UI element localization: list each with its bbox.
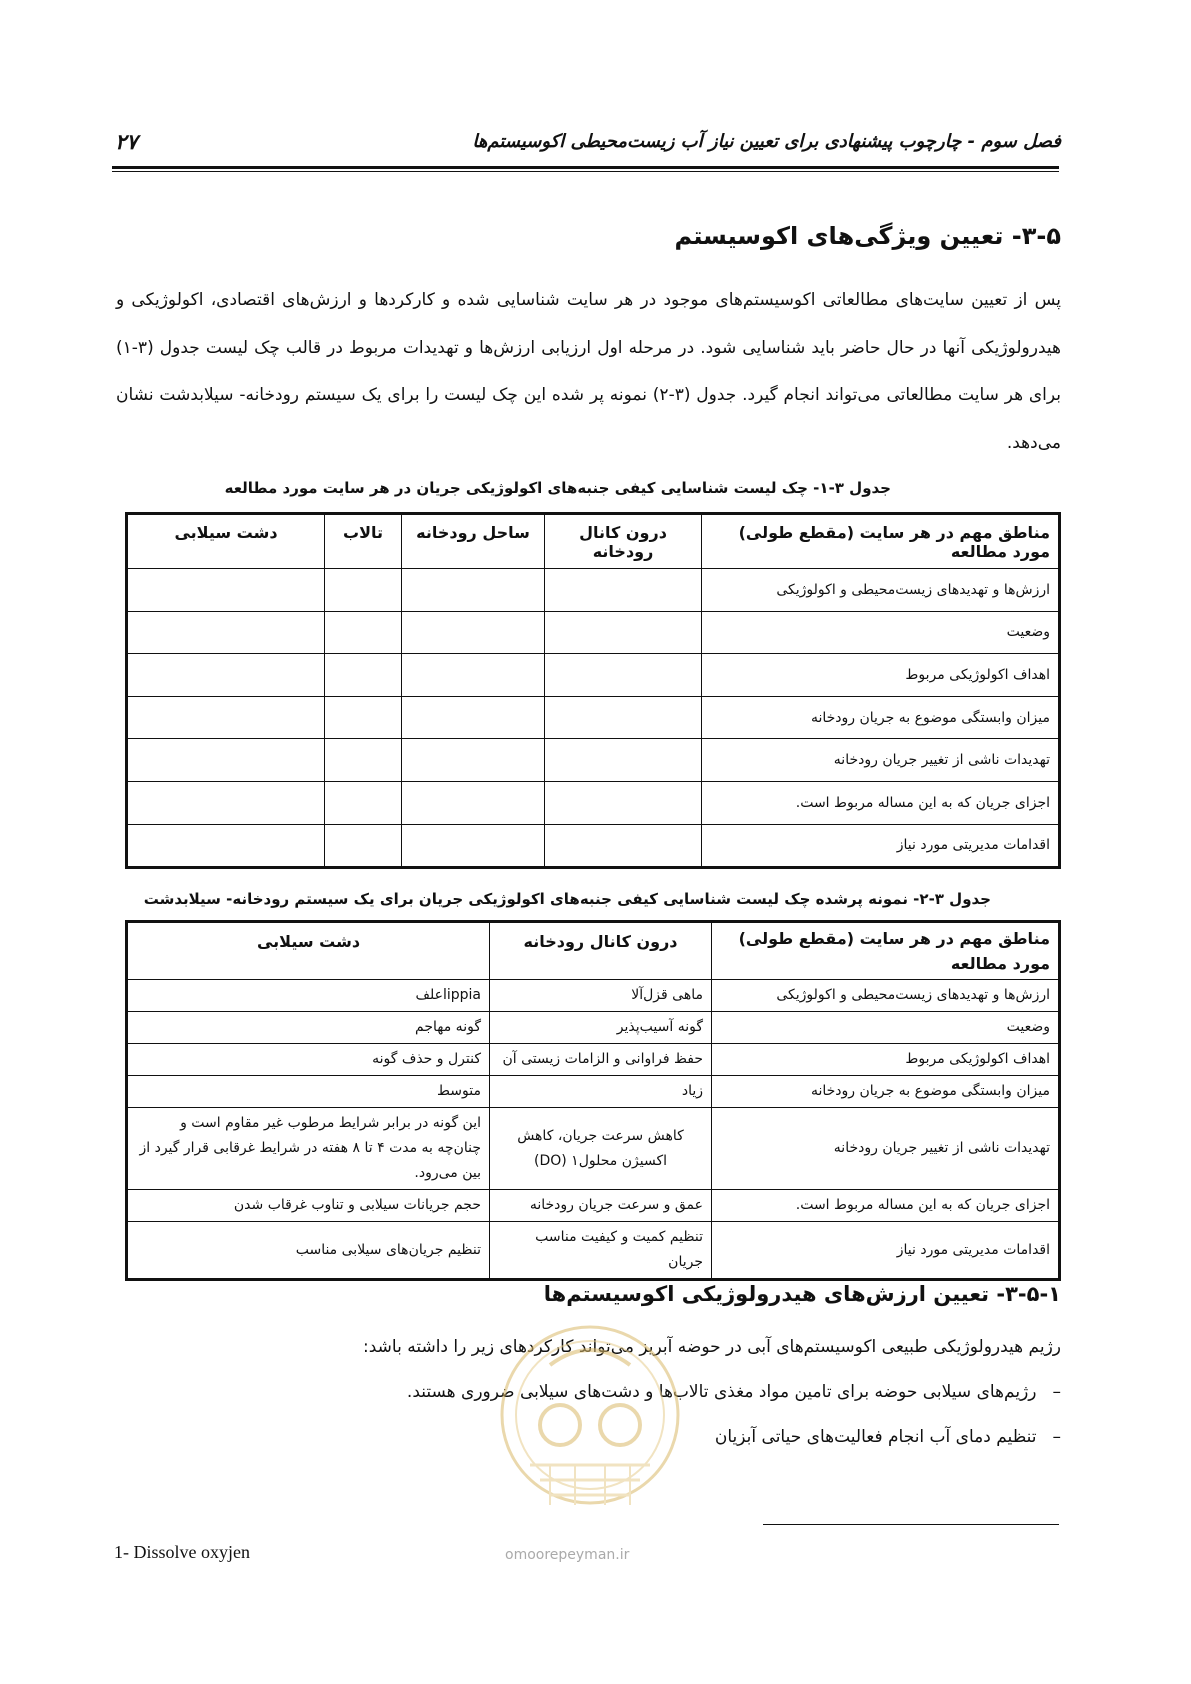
table-cell: lippiaعلف [127, 980, 490, 1012]
table-cell: تنظیم جریان‌های سیلابی مناسب [127, 1222, 490, 1280]
bullet-text: تنظیم دمای آب انجام فعالیت‌های حیاتی آبزیان [714, 1427, 1037, 1447]
empty-cell [127, 739, 325, 782]
empty-cell [325, 569, 402, 612]
table-cell: تنظیم کمیت و کیفیت مناسب جریان [490, 1222, 712, 1280]
table2-header-cell: دشت سیلابی [127, 922, 490, 980]
table2-caption: جدول ۳-۲- نمونه پرشده چک لیست شناسایی کیفی جنبه‌های اکولوژیکی جریان برای یک سیستم رودخانه- سیلابدشت [143, 890, 991, 908]
watermark-url: omoorepeyman.ir [505, 1547, 630, 1563]
empty-cell [545, 611, 702, 654]
table2-header-row [127, 922, 1060, 980]
table-cell: تهدیدات ناشی از تغییر جریان رودخانه [712, 1108, 1060, 1190]
bullet-dash: – [1052, 1427, 1061, 1447]
table-row [127, 1076, 1060, 1108]
table-cell: اجزای جریان که به این مساله مربوط است. [712, 1190, 1060, 1222]
table1-header-row [127, 514, 1060, 569]
empty-cell [545, 696, 702, 739]
table2-header-cell: درون کانال رودخانه [490, 922, 712, 980]
header-rule-thin [112, 171, 1059, 172]
table-row [127, 611, 1060, 654]
table1-header-cell: دشت سیلابی [127, 514, 325, 569]
table-row [127, 696, 1060, 739]
empty-cell [545, 739, 702, 782]
table-cell: میزان وابستگی موضوع به جریان رودخانه [702, 696, 1060, 739]
table-cell: ارزش‌ها و تهدیدهای زیست‌محیطی و اکولوژیکی [712, 980, 1060, 1012]
table-row [127, 781, 1060, 824]
section-paragraph: پس از تعیین سایت‌های مطالعاتی اکوسیستم‌های موجود در هر سایت شناسایی شده و کارکردها و ارزش‌های اقتصادی، اکولوژیکی و هیدرولوژیکی آنها در حال حاضر باید شناسایی شود. در مرحله اول ارزیابی ارزش‌ها و تهدیدات مربوط در قالب چک لیست جدول (۳-۱) برای هر سایت مطالعاتی می‌تواند انجام گیرد. جدول (۳-۲) نمونه پر شده این چک لیست را برای یک سیستم رودخانه- سیلابدشت نشان می‌دهد. [116, 290, 1062, 453]
footnote-rule [763, 1524, 1059, 1525]
table-row [127, 654, 1060, 697]
empty-cell [402, 739, 545, 782]
table-cell: عمق و سرعت جریان رودخانه [490, 1190, 712, 1222]
table1-header-cell: درون کانال رودخانه [545, 514, 702, 569]
table-cell: گونه آسیب‌پذیر [490, 1012, 712, 1044]
table-row [127, 1222, 1060, 1280]
table2-header-cell: مناطق مهم در هر سایت (مقطع طولی) مورد مطالعه [712, 922, 1060, 980]
empty-cell [325, 611, 402, 654]
table1-header-cell: مناطق مهم در هر سایت (مقطع طولی) مورد مطالعه [702, 514, 1060, 569]
page-number: ۲۷ [115, 130, 138, 154]
table-row [127, 1190, 1060, 1222]
table-cell: اهداف اکولوژیکی مربوط [702, 654, 1060, 697]
table-cell: کنترل و حذف گونه [127, 1044, 490, 1076]
table-cell: میزان وابستگی موضوع به جریان رودخانه [712, 1076, 1060, 1108]
table-row [127, 980, 1060, 1012]
table-row [127, 1012, 1060, 1044]
watermark-logo-icon [490, 1315, 690, 1575]
empty-cell [402, 824, 545, 868]
table-cell: حجم جریانات سیلابی و تناوب غرقاب شدن [127, 1190, 490, 1222]
empty-cell [545, 824, 702, 868]
bullet-text: رژیم‌های سیلابی حوضه برای تامین مواد مغذی تالاب‌ها و دشت‌های سیلابی ضروری هستند. [406, 1382, 1037, 1402]
table-row [127, 569, 1060, 612]
table-cell: ماهی قزل‌آلا [490, 980, 712, 1012]
subsection-intro: رژیم هیدرولوژیکی طبیعی اکوسیستم‌های آبی در حوضه آبریز می‌تواند کارکردهای زیر را داشته باشد: [363, 1337, 1061, 1357]
table-cell: اجزای جریان که به این مساله مربوط است. [702, 781, 1060, 824]
table1-caption: جدول ۳-۱- چک لیست شناسایی کیفی جنبه‌های اکولوژیکی جریان در هر سایت مورد مطالعه [224, 479, 891, 497]
table1 [125, 512, 1061, 869]
subsection-title: ۳-۵-۱- تعیین ارزش‌های هیدرولوژیکی اکوسیستم‌ها [543, 1282, 1061, 1306]
empty-cell [325, 654, 402, 697]
empty-cell [325, 824, 402, 868]
header-rule [112, 166, 1059, 169]
table-cell: ارزش‌ها و تهدیدهای زیست‌محیطی و اکولوژیکی [702, 569, 1060, 612]
empty-cell [127, 569, 325, 612]
empty-cell [127, 781, 325, 824]
table-cell: گونه مهاجم [127, 1012, 490, 1044]
table-cell: تهدیدات ناشی از تغییر جریان رودخانه [702, 739, 1060, 782]
empty-cell [402, 696, 545, 739]
section-title: ۳-۵- تعیین ویژگی‌های اکوسیستم [674, 222, 1061, 250]
bullet-dash: – [1052, 1382, 1061, 1402]
empty-cell [545, 781, 702, 824]
table-cell: وضعیت [712, 1012, 1060, 1044]
empty-cell [402, 654, 545, 697]
table-cell: اقدامات مدیریتی مورد نیاز [702, 824, 1060, 868]
table-row [127, 824, 1060, 868]
table-cell: کاهش سرعت جریان، کاهش اکسیژن محلول۱ (DO) [490, 1108, 712, 1190]
empty-cell [127, 696, 325, 739]
empty-cell [402, 611, 545, 654]
table-row [127, 1044, 1060, 1076]
table-row [127, 1108, 1060, 1190]
empty-cell [545, 654, 702, 697]
table-cell: اهداف اکولوژیکی مربوط [712, 1044, 1060, 1076]
bullet-item [715, 1427, 1061, 1447]
empty-cell [127, 824, 325, 868]
table-row [127, 739, 1060, 782]
table2 [125, 920, 1061, 1281]
table-cell: حفظ فراوانی و الزامات زیستی آن [490, 1044, 712, 1076]
empty-cell [325, 781, 402, 824]
empty-cell [325, 739, 402, 782]
running-title: فصل سوم - چارچوب پیشنهادی برای تعیین نیاز آب زیست‌محیطی اکوسیستم‌ها [472, 131, 1061, 152]
empty-cell [545, 569, 702, 612]
table1-header-cell: تالاب [325, 514, 402, 569]
table-cell: اقدامات مدیریتی مورد نیاز [712, 1222, 1060, 1280]
table-cell: وضعیت [702, 611, 1060, 654]
table-cell: این گونه در برابر شرایط مرطوب غیر مقاوم است و چنان‌چه به مدت ۴ تا ۸ هفته در شرایط غرقابی قرار گیرد از بین می‌رود. [127, 1108, 490, 1190]
empty-cell [402, 569, 545, 612]
footnote: 1- Dissolve oxyjen [114, 1542, 250, 1562]
empty-cell [127, 654, 325, 697]
empty-cell [325, 696, 402, 739]
table-cell: متوسط [127, 1076, 490, 1108]
table1-header-cell: ساحل رودخانه [402, 514, 545, 569]
empty-cell [402, 781, 545, 824]
empty-cell [127, 611, 325, 654]
table-cell: زیاد [490, 1076, 712, 1108]
